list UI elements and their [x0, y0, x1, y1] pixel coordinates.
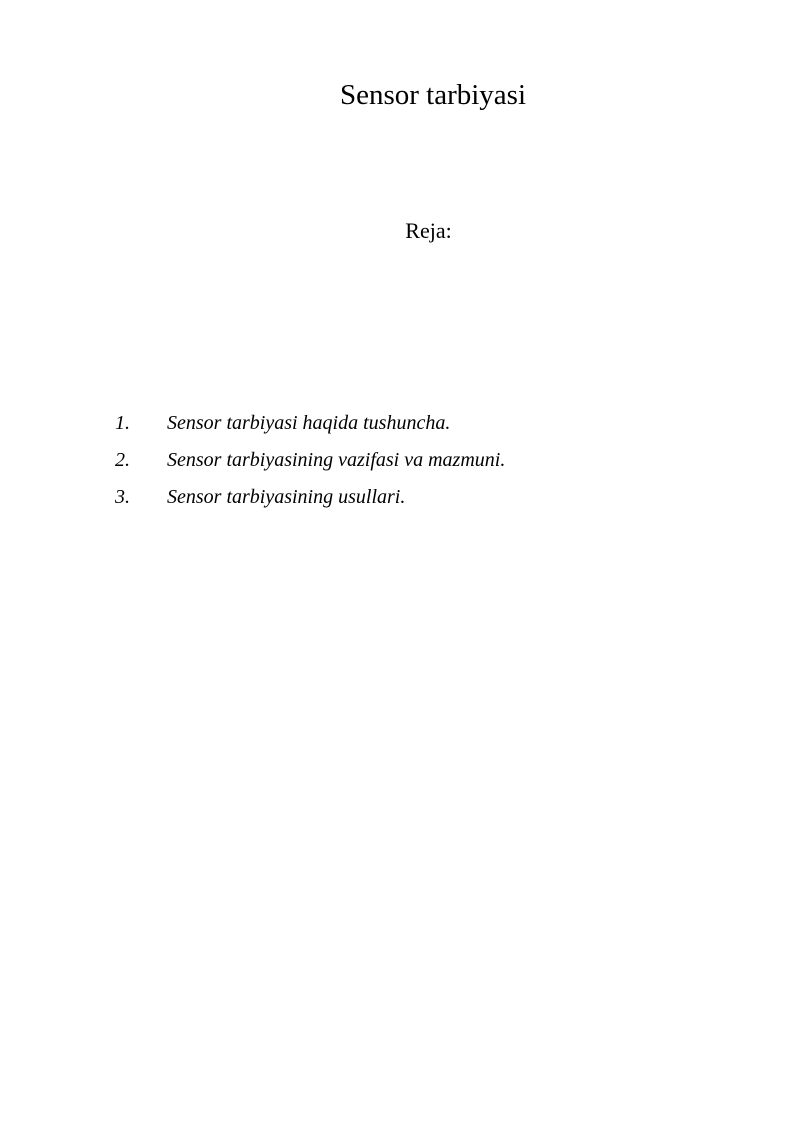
plan-item-text: Sensor tarbiyasi haqida tushuncha.: [167, 412, 451, 434]
plan-item-number: 3.: [115, 486, 130, 508]
plan-item-number: 2.: [115, 449, 130, 471]
plan-item-text: Sensor tarbiyasining vazifasi va mazmuni.: [167, 449, 506, 471]
plan-heading: Reja:: [405, 218, 452, 243]
plan-item-number: 1.: [115, 412, 130, 434]
plan-item-text: Sensor tarbiyasining usullari.: [167, 486, 406, 508]
page-title: Sensor tarbiyasi: [339, 79, 527, 111]
